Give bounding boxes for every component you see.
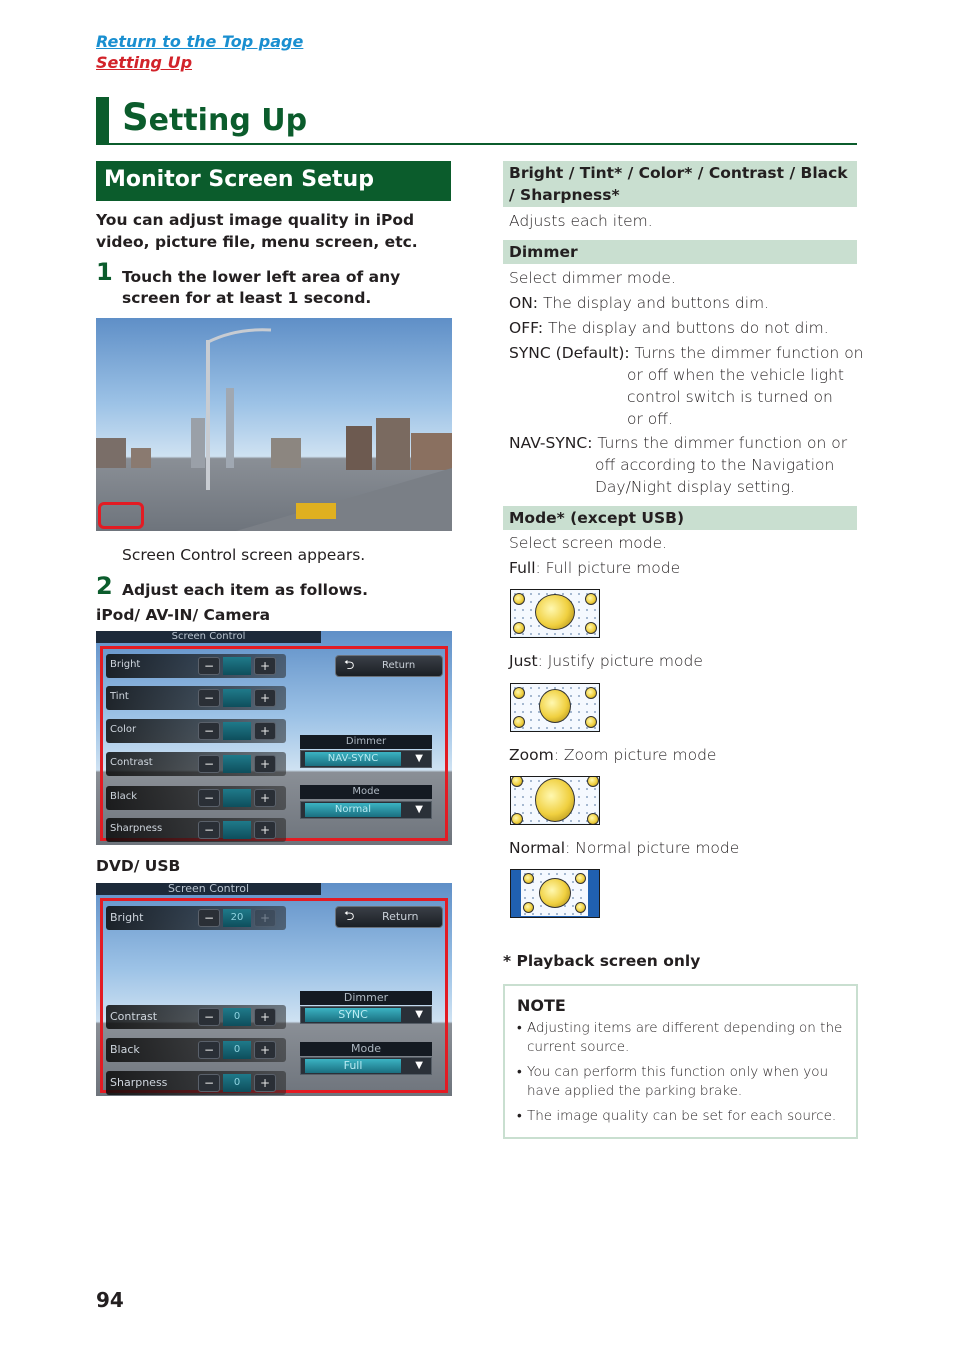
ctl-label: Sharpness — [110, 823, 163, 834]
ctl-row-black — [106, 1038, 286, 1062]
term-full: Full — [509, 559, 536, 577]
step-1-text: Touch the lower left area of any screen for at least 1 second. — [122, 268, 401, 307]
desc-sync-1: Turns the dimmer function on — [629, 344, 864, 362]
minus-button[interactable]: − — [198, 1008, 220, 1026]
step-1-number: 1 — [96, 258, 113, 286]
term-navsync: NAV-SYNC: — [509, 434, 593, 452]
return-button[interactable] — [335, 655, 443, 677]
value-display: 0 — [223, 1041, 251, 1059]
heading-dimmer: Dimmer — [503, 240, 857, 264]
plus-button[interactable]: + — [254, 1074, 276, 1092]
dropdown-arrow-icon: ▼ — [415, 804, 423, 815]
zoom-mode-illustration — [510, 776, 600, 825]
mode-select[interactable] — [300, 801, 432, 819]
plus-button[interactable]: + — [254, 722, 276, 740]
ctl-row-bright — [106, 906, 286, 930]
desc-navsync-3: Day/Night display setting. — [595, 478, 795, 496]
setting-up-link[interactable]: Setting Up — [96, 53, 193, 72]
return-button[interactable] — [335, 906, 443, 928]
normal-mode-illustration — [510, 869, 600, 918]
mode-select[interactable] — [300, 1057, 432, 1075]
mode-label: Mode — [300, 785, 432, 799]
value-display — [223, 722, 251, 740]
desc-normal: : Normal picture mode — [565, 839, 740, 857]
subheading-dvd: DVD/ USB — [96, 857, 181, 875]
ctl-label: Black — [110, 1043, 140, 1056]
term-sync: SYNC (Default): — [509, 344, 630, 362]
plus-button[interactable]: + — [254, 755, 276, 773]
desc-full: : Full picture mode — [535, 559, 681, 577]
ctl-row-tint — [106, 686, 286, 710]
step-2-text: Adjust each item as follows. — [122, 581, 369, 599]
note-item: • You can perform this function only when you have applied the parking brake. — [517, 1063, 844, 1101]
footnote: * Playback screen only — [503, 952, 701, 970]
ctl-label: Contrast — [110, 1010, 158, 1023]
screen-photo[interactable] — [96, 318, 452, 531]
dimmer-select[interactable] — [300, 750, 432, 768]
plus-button[interactable]: + — [254, 657, 276, 675]
return-arrow-icon: ⮌ — [344, 909, 355, 924]
page-title-rest: etting Up — [148, 103, 308, 138]
page-title-cap: S — [122, 96, 149, 139]
term-zoom: Zoom — [509, 746, 554, 764]
dropdown-arrow-icon: ▼ — [415, 1060, 423, 1071]
minus-button[interactable]: − — [198, 689, 220, 707]
dimmer-navsync — [509, 432, 847, 454]
ctl-row-contrast — [106, 752, 286, 776]
just-mode-illustration — [510, 683, 600, 732]
desc-off: The display and buttons do not dim. — [543, 319, 829, 337]
lower-left-touch-area[interactable] — [98, 502, 144, 529]
ctl-row-black — [106, 786, 286, 810]
screen-control-dvd — [96, 883, 452, 1096]
mode-value: Normal — [305, 803, 401, 817]
city-skyline — [96, 318, 452, 531]
desc-sync-2: or off when the vehicle light — [627, 366, 844, 384]
dimmer-on — [509, 292, 769, 314]
screen-control-ipod — [96, 631, 452, 845]
minus-button[interactable]: − — [198, 657, 220, 675]
return-label: Return — [382, 660, 416, 671]
mode-label: Mode — [300, 1042, 432, 1056]
intro-text: You can adjust image quality in iPod video, picture file, menu screen, etc. — [96, 211, 418, 251]
page-number: 94 — [96, 1288, 124, 1312]
heading-mode: Mode* (except USB) — [503, 506, 857, 530]
title-accent-bar — [96, 97, 109, 144]
ctl-label: Bright — [110, 911, 144, 924]
mode-full — [509, 557, 680, 579]
step-2-number: 2 — [96, 572, 113, 600]
step-1-caption: Screen Control screen appears. — [122, 546, 366, 564]
desc-navsync-2: off according to the Navigation — [595, 456, 835, 474]
dimmer-value: NAV-SYNC — [305, 752, 401, 766]
minus-button[interactable]: − — [198, 789, 220, 807]
dimmer-select[interactable] — [300, 1006, 432, 1024]
ctl-row-color — [106, 719, 286, 743]
return-arrow-icon: ⮌ — [344, 658, 355, 673]
desc-sync-3: control switch is turned on — [627, 388, 833, 406]
ctl-row-contrast — [106, 1005, 286, 1029]
ctl-label: Bright — [110, 659, 141, 670]
minus-button[interactable]: − — [198, 821, 220, 839]
ctl-label: Contrast — [110, 757, 153, 768]
shot-frame — [100, 646, 448, 841]
plus-button[interactable]: + — [254, 689, 276, 707]
return-top-link[interactable]: Return to the Top page — [96, 32, 304, 51]
shot-title: Screen Control — [96, 883, 321, 895]
ctl-row-sharpness — [106, 818, 286, 842]
value-display: 0 — [223, 1008, 251, 1026]
plus-button[interactable]: + — [254, 1008, 276, 1026]
note-item: • The image quality can be set for each source. — [517, 1107, 844, 1126]
desc-on: The display and buttons dim. — [538, 294, 770, 312]
ctl-row-bright — [106, 654, 286, 678]
dimmer-desc: Select dimmer mode. — [509, 269, 676, 287]
bright-desc: Adjusts each item. — [509, 212, 653, 230]
mode-value: Full — [305, 1059, 401, 1073]
value-display — [223, 821, 251, 839]
heading-bright-tint: Bright / Tint* / Color* / Contrast / Black / Sharpness* — [503, 161, 857, 207]
dimmer-sync — [509, 342, 864, 364]
title-divider — [96, 143, 857, 145]
ctl-label: Sharpness — [110, 1076, 168, 1089]
value-display: 0 — [223, 1074, 251, 1092]
mode-normal — [509, 837, 739, 859]
term-off: OFF: — [509, 319, 544, 337]
dimmer-off — [509, 317, 829, 339]
dropdown-arrow-icon: ▼ — [415, 753, 423, 764]
plus-button[interactable]: + — [254, 1041, 276, 1059]
minus-button[interactable]: − — [198, 1041, 220, 1059]
term-just: Just — [509, 652, 538, 670]
mode-zoom — [509, 744, 716, 766]
minus-button[interactable]: − — [198, 722, 220, 740]
return-label: Return — [382, 910, 419, 923]
plus-button[interactable]: + — [254, 909, 276, 927]
subheading-ipod: iPod/ AV-IN/ Camera — [96, 606, 271, 624]
value-display: 20 — [223, 909, 251, 927]
value-display — [223, 657, 251, 675]
dimmer-label: Dimmer — [300, 735, 432, 749]
note-box — [503, 984, 858, 1139]
dimmer-label: Dimmer — [300, 991, 432, 1005]
page-title — [122, 96, 307, 139]
note-item: • Adjusting items are different depending on the current source. — [517, 1019, 844, 1057]
desc-sync-4: or off. — [627, 410, 673, 428]
dimmer-value: SYNC — [305, 1008, 401, 1022]
mode-desc: Select screen mode. — [509, 534, 668, 552]
ctl-label: Tint — [110, 691, 129, 702]
value-display — [223, 789, 251, 807]
desc-just: : Justify picture mode — [537, 652, 703, 670]
desc-zoom: : Zoom picture mode — [553, 746, 717, 764]
mode-just — [509, 650, 703, 672]
minus-button[interactable]: − — [198, 755, 220, 773]
ctl-label: Black — [110, 791, 138, 802]
plus-button[interactable]: + — [254, 789, 276, 807]
value-display — [223, 689, 251, 707]
value-display — [223, 755, 251, 773]
full-mode-illustration — [510, 589, 600, 638]
note-title: NOTE — [517, 996, 566, 1015]
section-header: Monitor Screen Setup — [96, 161, 451, 201]
plus-button[interactable]: + — [254, 821, 276, 839]
dropdown-arrow-icon: ▼ — [415, 1009, 423, 1020]
minus-button[interactable]: − — [198, 1074, 220, 1092]
term-on: ON: — [509, 294, 539, 312]
minus-button[interactable]: − — [198, 909, 220, 927]
ctl-label: Color — [110, 724, 137, 735]
shot-frame — [100, 898, 448, 1093]
ctl-row-sharpness — [106, 1071, 286, 1095]
term-normal: Normal — [509, 839, 566, 857]
shot-title: Screen Control — [96, 631, 321, 643]
desc-navsync-1: Turns the dimmer function on or — [592, 434, 848, 452]
